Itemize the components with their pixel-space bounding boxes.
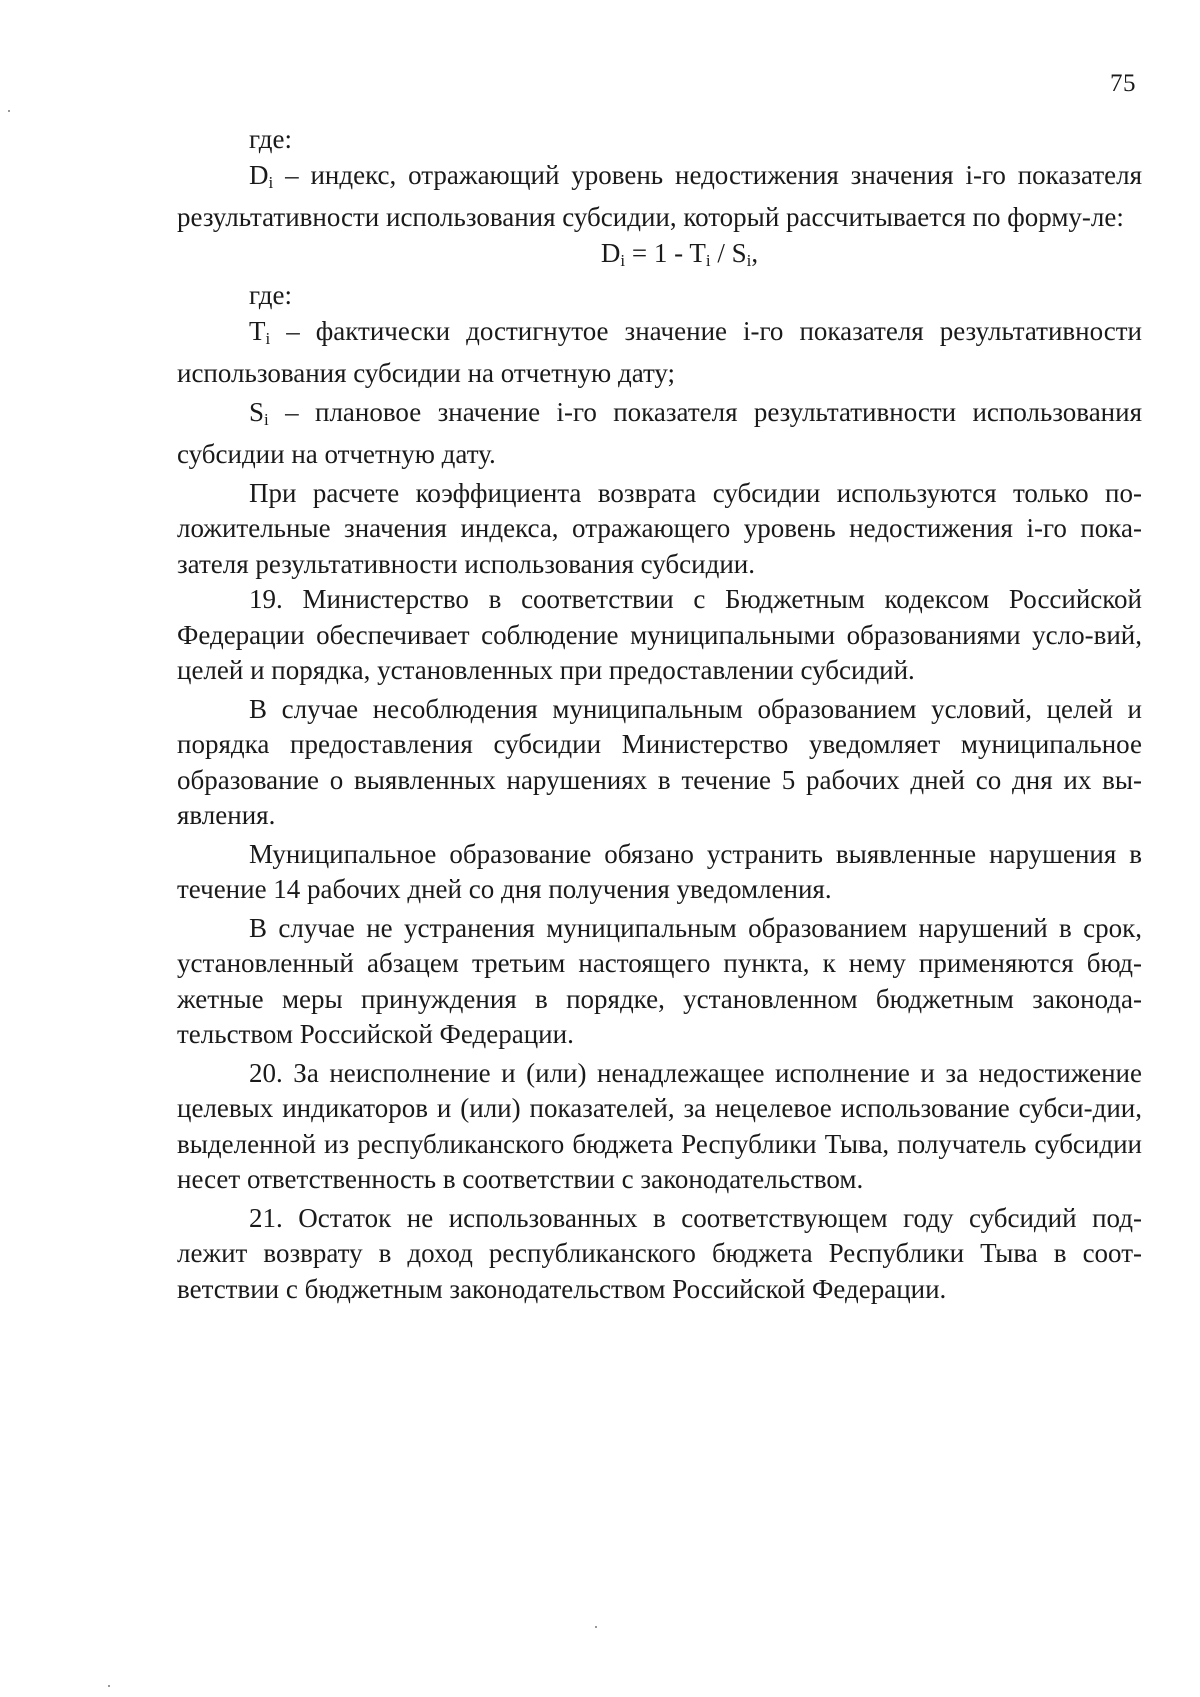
page-number: 75 xyxy=(1110,70,1136,97)
symbol-s: S xyxy=(249,396,265,427)
formula-eq: = 1 - T xyxy=(625,237,706,268)
symbol-t: T xyxy=(249,315,266,346)
symbol-d: D xyxy=(249,159,269,190)
subscript-si: i xyxy=(264,409,269,429)
ti-definition-text: – фактически достигнутое значение i-го показателя результативности использования субсидии на отчетную дату; xyxy=(177,315,1142,388)
formula-d: D xyxy=(600,237,621,268)
formula-slash: / S xyxy=(710,237,747,268)
where-label-2: где: xyxy=(249,280,292,310)
paragraph-si-definition xyxy=(177,395,1142,473)
scan-speck xyxy=(108,1685,110,1687)
subscript-i: i xyxy=(268,172,274,192)
paragraph-20: 20. За неисполнение и (или) ненадлежащее исполнение и за недостижение целевых индикаторов и (или) показателей, за нецелевое использование субси-дии, выделенной из республиканского бюджета Республики Тыва, получатель субсидии несет ответственность в соответствии с законодательством. xyxy=(177,1057,1142,1194)
formula-d-sub: i xyxy=(620,250,626,270)
scan-speck xyxy=(8,110,10,112)
paragraph-21: 21. Остаток не использованных в соответствующем году субсидий под-лежит возврату в доход республиканского бюджета Республики Тыва в соот-ветствии с бюджетным законодательством Российской Федерации. xyxy=(177,1202,1142,1304)
subscript-ti: i xyxy=(265,328,271,348)
paragraph-case-noncompliance: В случае несоблюдения муниципальным образованием условий, целей и порядка предоставления субсидии Министерство уведомляет муниципальное образование о выявленных нарушениях в течение 5 рабочих дней со дня их вы-явления. xyxy=(177,693,1142,830)
paragraph-di-definition xyxy=(177,158,1142,236)
paragraph-not-fixed: В случае не устранения муниципальным образованием нарушений в срок, установленный абзацем третьим настоящего пункта, к нему применяются бюд-жетные меры принуждения в порядке, установленном бюджетным законода-тельством Российской Федерации. xyxy=(177,912,1142,1049)
di-definition-text: – индекс, отражающий уровень недостижения значения i-го показателя результативности использования субсидии, который рассчитывается по форму-ле: xyxy=(177,159,1142,232)
formula-t-sub: i xyxy=(705,250,711,270)
scan-speck xyxy=(595,1626,597,1628)
paragraph-ti-definition xyxy=(177,314,1142,392)
si-definition-text: – плановое значение i-го показателя результативности использования субсидии на отчетную дату. xyxy=(177,396,1142,469)
paragraph-19: 19. Министерство в соответствии с Бюджетным кодексом Российской Федерации обеспечивает соблюдение муниципальными образованиями усло-вий, целей и порядка, установленных при предоставлении субсидий. xyxy=(177,584,1142,685)
formula xyxy=(177,236,1142,279)
paragraph-obliged: Муниципальное образование обязано устранить выявленные нарушения в течение 14 рабочих дней со дня получения уведомления. xyxy=(177,838,1142,904)
paragraph-calculation: При расчете коэффициента возврата субсидии используются только по-ложительные значения индекса, отражающего уровень недостижения i-го пока-зателя результативности использования субсидии. xyxy=(177,477,1142,579)
where-label-1: где: xyxy=(249,124,292,154)
document-body xyxy=(177,122,1142,1307)
formula-s-sub: i xyxy=(746,250,752,270)
formula-end: , xyxy=(751,237,759,268)
